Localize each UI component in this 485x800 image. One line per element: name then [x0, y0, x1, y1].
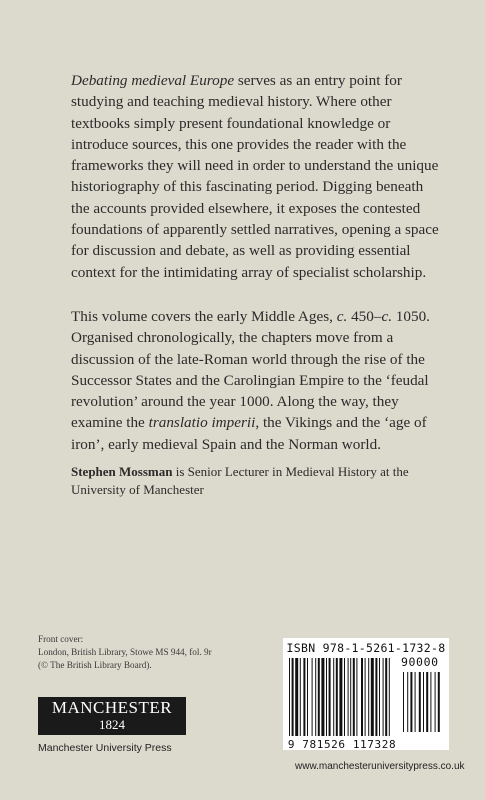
- blurb-text-2c: 1050. Organised chronologically, the chapters move from a discussion of the late-Roman world through the rise of the Successor States and the Carolingian Empire to the ‘feudal revolution’ around the year 1000. Along the way, they examine the: [71, 308, 430, 432]
- publisher-logo: [38, 697, 186, 735]
- price-code: 90000: [401, 655, 439, 669]
- publisher-logo-name: MANCHESTER: [51, 698, 173, 717]
- blurb-paragraph-1: [71, 70, 441, 283]
- blurb-text-2d: , the Vikings and the ‘age of iron’, early medieval Spain and the Norman world.: [71, 414, 427, 453]
- barcode-panel: [283, 638, 449, 750]
- cover-credit-copyright: (© The British Library Board).: [38, 660, 152, 670]
- cover-credit-label: Front cover:: [38, 634, 84, 644]
- publisher-url: www.manchesteruniversitypress.co.uk: [295, 761, 465, 772]
- isbn-label: ISBN 978-1-5261-1732-8: [286, 641, 446, 655]
- cover-credit-source: London, British Library, Stowe MS 944, fol. 9r: [38, 647, 212, 657]
- blurb-text-2a: This volume covers the early Middle Ages,: [71, 308, 337, 325]
- author-name: Stephen Mossman: [71, 464, 173, 479]
- blurb-text-1: serves as an entry point for studying and teaching medieval history. Where other textbooks simply present foundational knowledge or introduce sources, this one provides the reader with the frameworks they will need in order to understand the unique historiography of this fascinating period. Digging beneath the accounts provided elsewhere, it exposes the contested foundations of apparently settled narratives, opening a space for discussion and debate, as well as providing essential context for the intimidating array of specialist scholarship.: [71, 72, 439, 281]
- publisher-name: Manchester University Press: [38, 742, 172, 754]
- circa-2: c.: [381, 308, 392, 325]
- author-bio-text: is Senior Lecturer in Medieval History at the University of Manchester: [71, 464, 409, 497]
- translatio-imperii: translatio imperii: [148, 414, 256, 432]
- barcode-bars: [289, 658, 443, 738]
- author-bio: [71, 463, 441, 499]
- circa-1: c.: [336, 308, 348, 325]
- book-title: Debating medieval Europe: [71, 72, 235, 89]
- ean-digits: 9 781526 117328: [287, 738, 397, 751]
- publisher-logo-year: 1824: [99, 717, 125, 732]
- blurb-paragraph-2: [71, 306, 441, 455]
- cover-credit: [38, 633, 238, 672]
- blurb-text-2b: 450–: [347, 308, 382, 325]
